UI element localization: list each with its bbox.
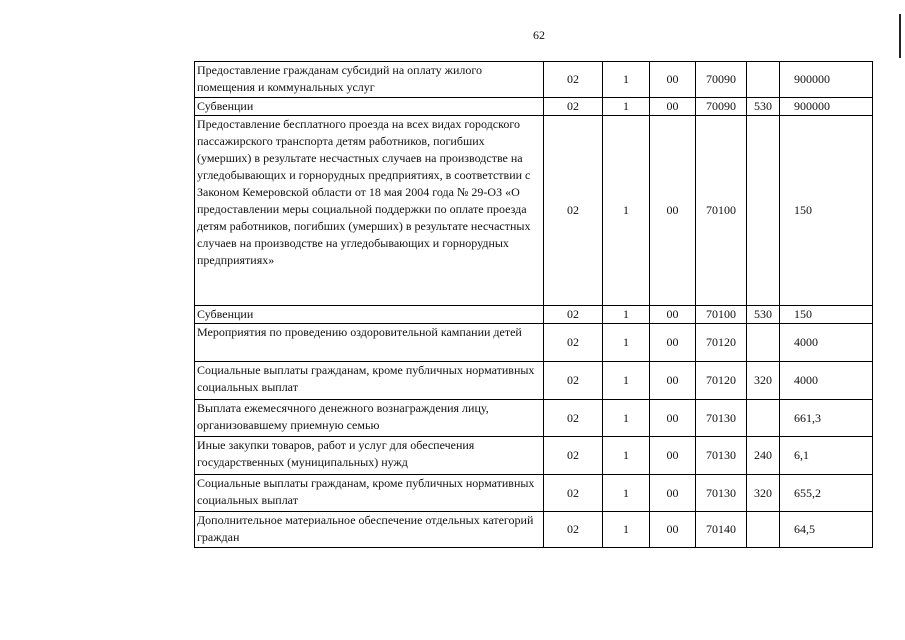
row-name: Иные закупки товаров, работ и услуг для обеспечения государственных (муниципальных) нужд xyxy=(195,437,544,475)
row-program: 00 xyxy=(650,437,696,475)
row-subgroup: 1 xyxy=(603,362,650,400)
row-expense-type: 530 xyxy=(747,306,780,324)
row-target: 70120 xyxy=(696,324,747,362)
table-row xyxy=(195,98,873,116)
table-row xyxy=(195,512,873,548)
row-expense-type: 240 xyxy=(747,437,780,475)
row-amount: 64,5 xyxy=(780,512,873,548)
row-program: 00 xyxy=(650,98,696,116)
row-subgroup: 1 xyxy=(603,62,650,98)
scan-edge-line xyxy=(899,14,901,58)
row-expense-type xyxy=(747,116,780,306)
row-group: 02 xyxy=(544,324,603,362)
row-amount: 900000 xyxy=(780,62,873,98)
row-target: 70130 xyxy=(696,437,747,475)
row-subgroup: 1 xyxy=(603,98,650,116)
budget-table xyxy=(194,61,873,548)
row-program: 00 xyxy=(650,512,696,548)
row-group: 02 xyxy=(544,400,603,437)
row-expense-type xyxy=(747,400,780,437)
row-subgroup: 1 xyxy=(603,324,650,362)
row-amount: 150 xyxy=(780,116,873,306)
row-subgroup: 1 xyxy=(603,512,650,548)
table-row xyxy=(195,362,873,400)
row-amount: 4000 xyxy=(780,362,873,400)
row-target: 70130 xyxy=(696,475,747,512)
row-name: Предоставление гражданам субсидий на оплату жилого помещения и коммунальных услуг xyxy=(195,62,544,98)
row-subgroup: 1 xyxy=(603,306,650,324)
row-target: 70090 xyxy=(696,98,747,116)
row-subgroup: 1 xyxy=(603,437,650,475)
row-name: Социальные выплаты гражданам, кроме публичных нормативных социальных выплат xyxy=(195,475,544,512)
row-expense-type xyxy=(747,62,780,98)
row-program: 00 xyxy=(650,62,696,98)
row-group: 02 xyxy=(544,475,603,512)
row-group: 02 xyxy=(544,437,603,475)
row-program: 00 xyxy=(650,306,696,324)
row-target: 70140 xyxy=(696,512,747,548)
row-amount: 655,2 xyxy=(780,475,873,512)
row-name: Социальные выплаты гражданам, кроме публичных нормативных социальных выплат xyxy=(195,362,544,400)
row-group: 02 xyxy=(544,512,603,548)
row-target: 70100 xyxy=(696,116,747,306)
table-row xyxy=(195,62,873,98)
row-name: Дополнительное материальное обеспечение отдельных категорий граждан xyxy=(195,512,544,548)
row-program: 00 xyxy=(650,116,696,306)
page-number: 62 xyxy=(533,28,545,42)
row-name: Выплата ежемесячного денежного вознаграждения лицу, организовавшему приемную семью xyxy=(195,400,544,437)
row-target: 70090 xyxy=(696,62,747,98)
table-row xyxy=(195,475,873,512)
row-program: 00 xyxy=(650,400,696,437)
row-program: 00 xyxy=(650,324,696,362)
row-amount: 4000 xyxy=(780,324,873,362)
row-target: 70100 xyxy=(696,306,747,324)
table-row xyxy=(195,400,873,437)
row-program: 00 xyxy=(650,362,696,400)
row-amount: 6,1 xyxy=(780,437,873,475)
table-row xyxy=(195,437,873,475)
row-expense-type: 320 xyxy=(747,475,780,512)
row-amount: 900000 xyxy=(780,98,873,116)
row-expense-type xyxy=(747,324,780,362)
table-row xyxy=(195,324,873,362)
row-group: 02 xyxy=(544,116,603,306)
row-expense-type xyxy=(747,512,780,548)
row-program: 00 xyxy=(650,475,696,512)
row-subgroup: 1 xyxy=(603,475,650,512)
row-name: Субвенции xyxy=(195,306,544,324)
row-subgroup: 1 xyxy=(603,116,650,306)
row-amount: 150 xyxy=(780,306,873,324)
row-group: 02 xyxy=(544,62,603,98)
row-group: 02 xyxy=(544,306,603,324)
row-subgroup: 1 xyxy=(603,400,650,437)
table-row xyxy=(195,116,873,306)
row-group: 02 xyxy=(544,98,603,116)
table-row xyxy=(195,306,873,324)
row-name: Субвенции xyxy=(195,98,544,116)
row-name: Мероприятия по проведению оздоровительной кампании детей xyxy=(195,324,544,362)
row-expense-type: 320 xyxy=(747,362,780,400)
row-target: 70120 xyxy=(696,362,747,400)
row-expense-type: 530 xyxy=(747,98,780,116)
row-amount: 661,3 xyxy=(780,400,873,437)
row-name: Предоставление бесплатного проезда на всех видах городского пассажирского транспорта детям работников, погибших (умерших) в результате несчастных случаев на производстве на угледобывающих и горнорудных предприятиях, в соответствии с Законом Кемеровской области от 18 мая 2004 года № 29-ОЗ «О предоставлении меры социальной поддержки по оплате проезда детям работников, погибших (умерших) в результате несчастных случаев на производстве на угледобывающих и горнорудных предприятиях» xyxy=(195,116,544,306)
row-target: 70130 xyxy=(696,400,747,437)
row-group: 02 xyxy=(544,362,603,400)
